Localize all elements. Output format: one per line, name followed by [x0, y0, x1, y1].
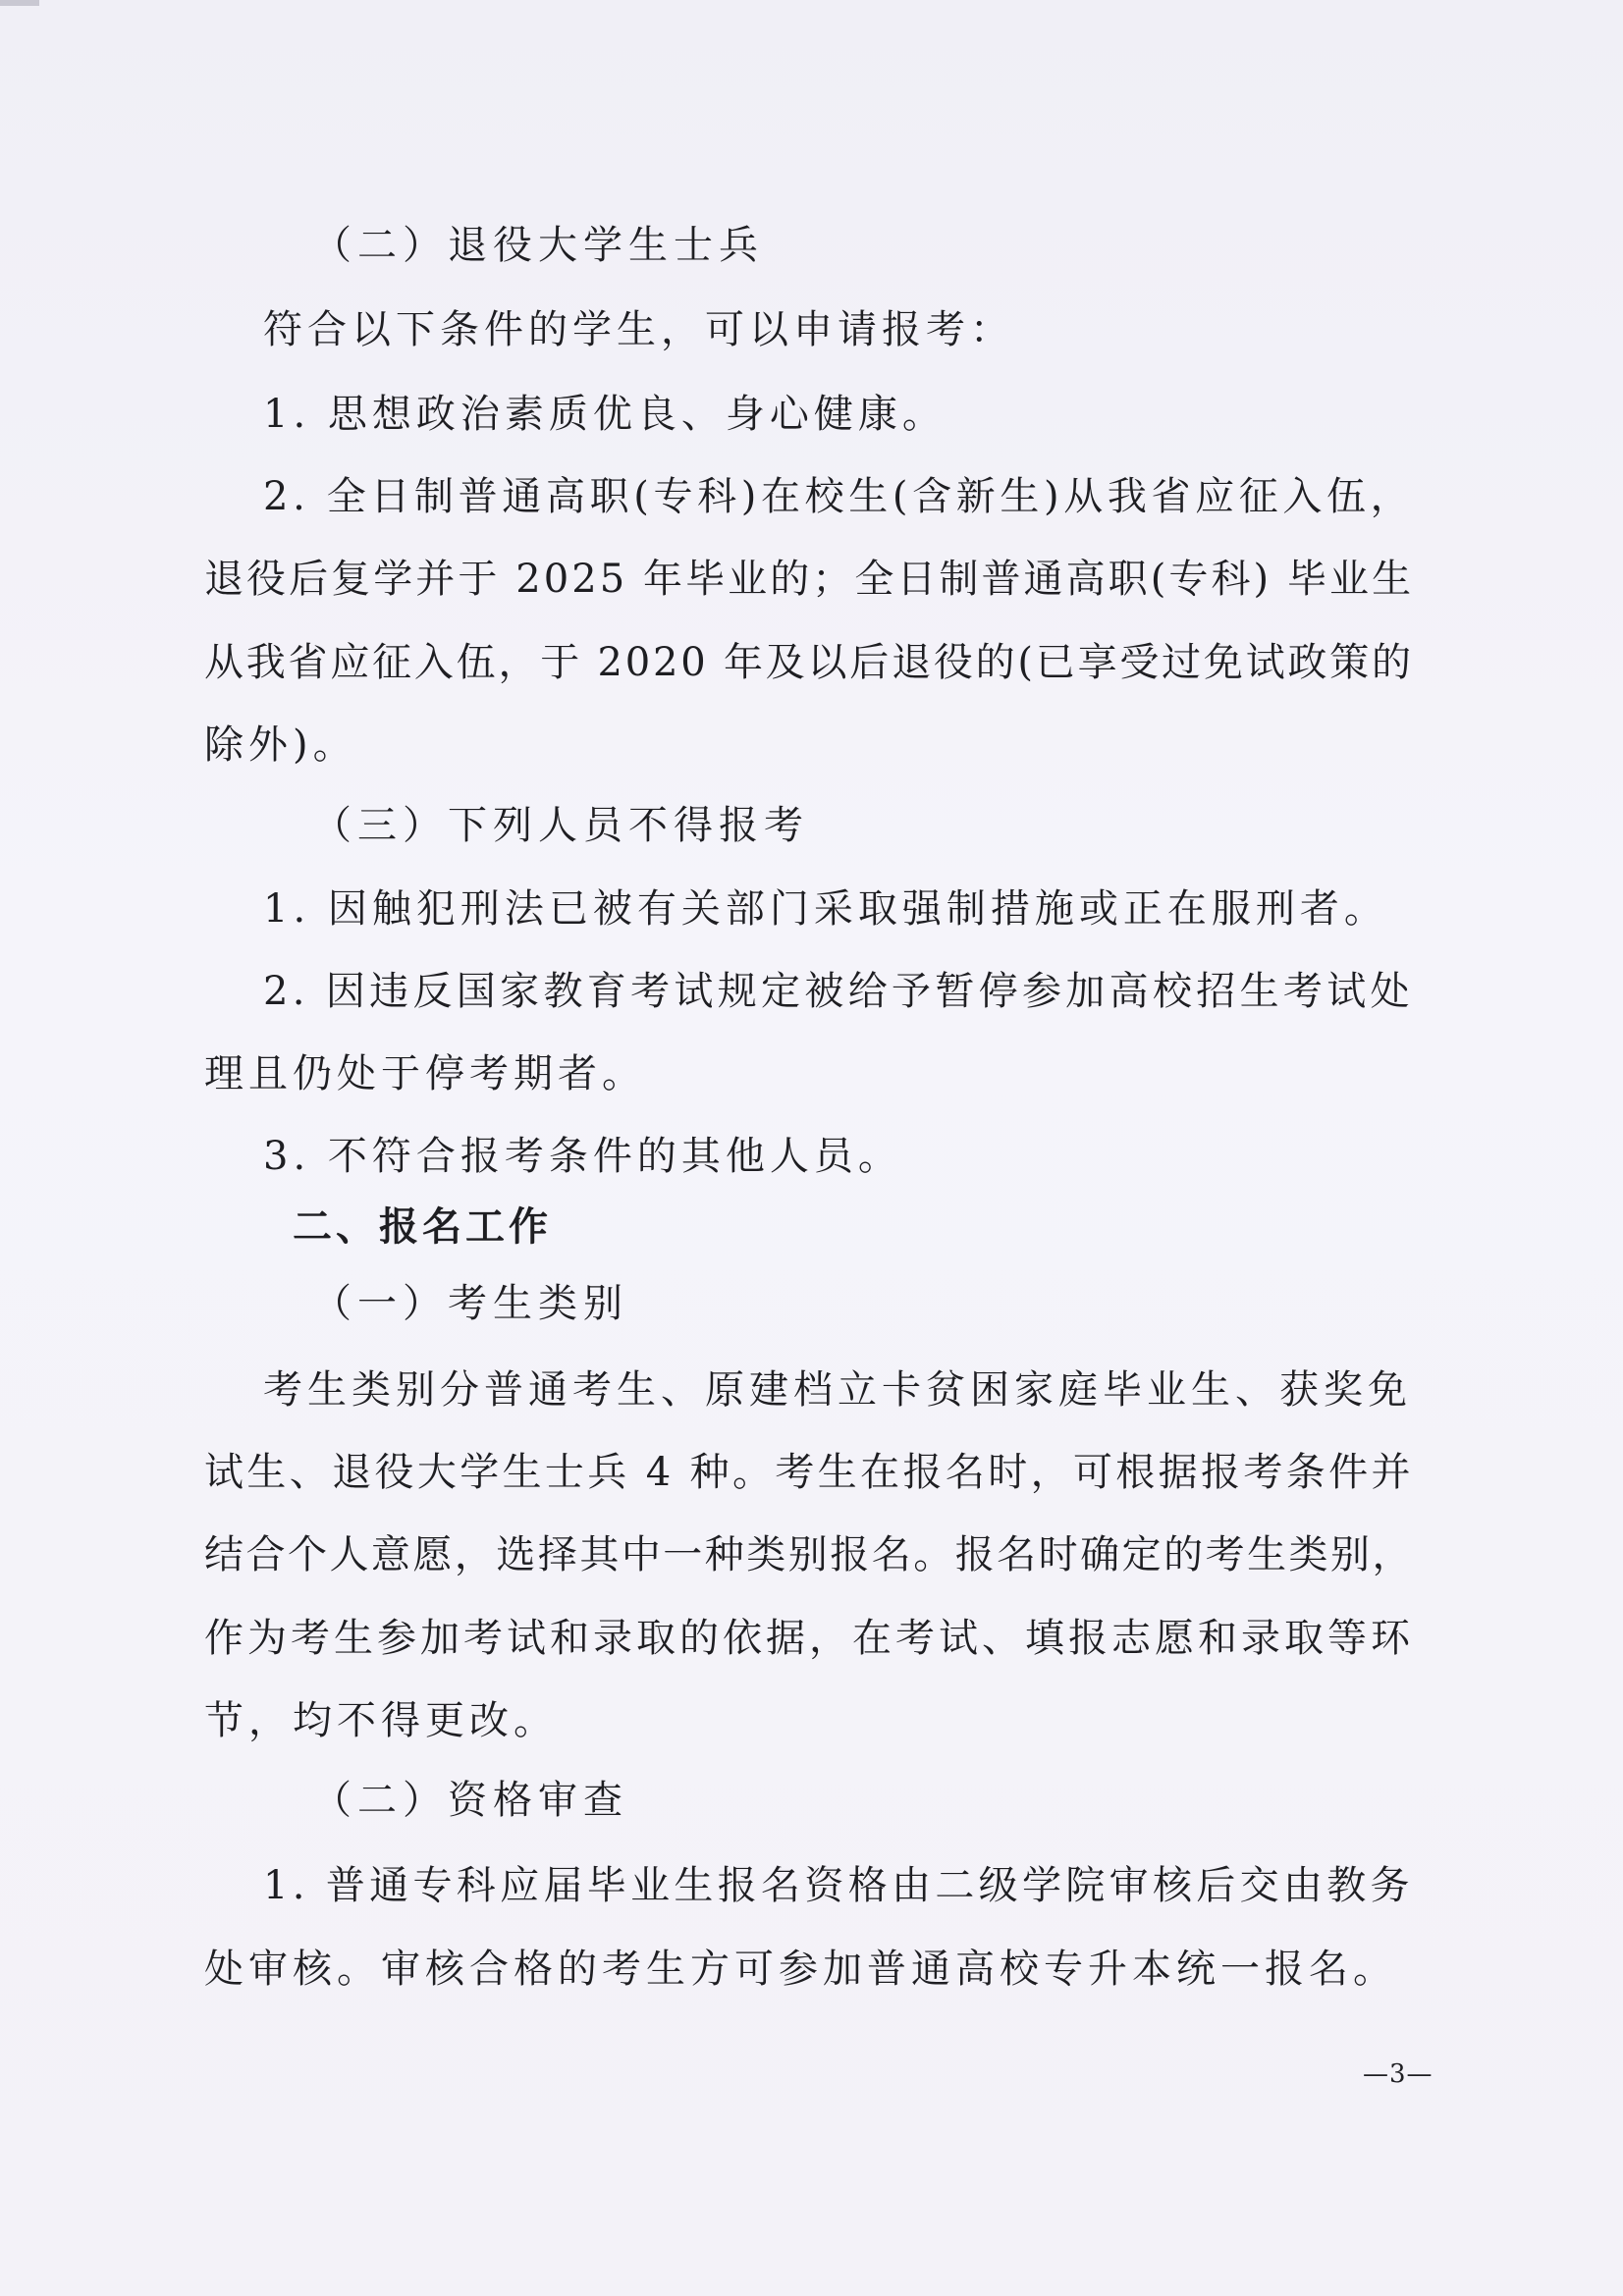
- section-heading-excluded: （三）下列人员不得报考: [312, 803, 809, 848]
- list-item-2-line-3: 从我省应征入伍，于 2020 年及以后退役的(已享受过免试政策的: [204, 640, 1414, 685]
- section-heading-review: （二）资格审查: [312, 1778, 628, 1823]
- chapter-heading-registration: 二、报名工作: [293, 1204, 552, 1250]
- list-item-2-line-1: 2. 全日制普通高职(专科)在校生(含新生)从我省应征入伍，: [263, 474, 1415, 519]
- list-item-2-line-2: 退役后复学并于 2025 年毕业的；全日制普通高职(专科) 毕业生: [204, 557, 1415, 602]
- excluded-item-3: 3. 不符合报考条件的其他人员。: [263, 1134, 902, 1179]
- list-item-2-line-4: 除外)。: [204, 722, 357, 768]
- categories-para-line-3: 结合个人意愿，选择其中一种类别报名。报名时确定的考生类别，: [204, 1532, 1414, 1577]
- review-item-1-line-1: 1. 普通专科应届毕业生报名资格由二级学院审核后交由教务: [263, 1863, 1414, 1908]
- categories-para-line-2: 试生、退役大学生士兵 4 种。考生在报名时，可根据报考条件并: [204, 1450, 1414, 1495]
- paragraph-line: 符合以下条件的学生，可以申请报考：: [263, 307, 1014, 352]
- scan-edge-mark: [0, 0, 39, 6]
- excluded-item-2-line-2: 理且仍处于停考期者。: [204, 1051, 646, 1096]
- page-number: —3—: [1363, 2059, 1434, 2089]
- excluded-item-1: 1. 因触犯刑法已被有关部门采取强制措施或正在服刑者。: [263, 886, 1388, 932]
- categories-para-line-4: 作为考生参加考试和录取的依据，在考试、填报志愿和录取等环: [204, 1616, 1414, 1661]
- review-item-1-line-2: 处审核。审核合格的考生方可参加普通高校专升本统一报名。: [204, 1947, 1397, 1992]
- section-heading-veterans: （二）退役大学生士兵: [312, 223, 764, 268]
- categories-para-line-5: 节，均不得更改。: [204, 1698, 558, 1743]
- section-heading-categories: （一）考生类别: [312, 1281, 628, 1326]
- excluded-item-2-line-1: 2. 因违反国家教育考试规定被给予暂停参加高校招生考试处: [263, 969, 1414, 1014]
- list-item-1: 1. 思想政治素质优良、身心健康。: [263, 392, 947, 437]
- categories-para-line-1: 考生类别分普通考生、原建档立卡贫困家庭毕业生、获奖免: [263, 1367, 1412, 1413]
